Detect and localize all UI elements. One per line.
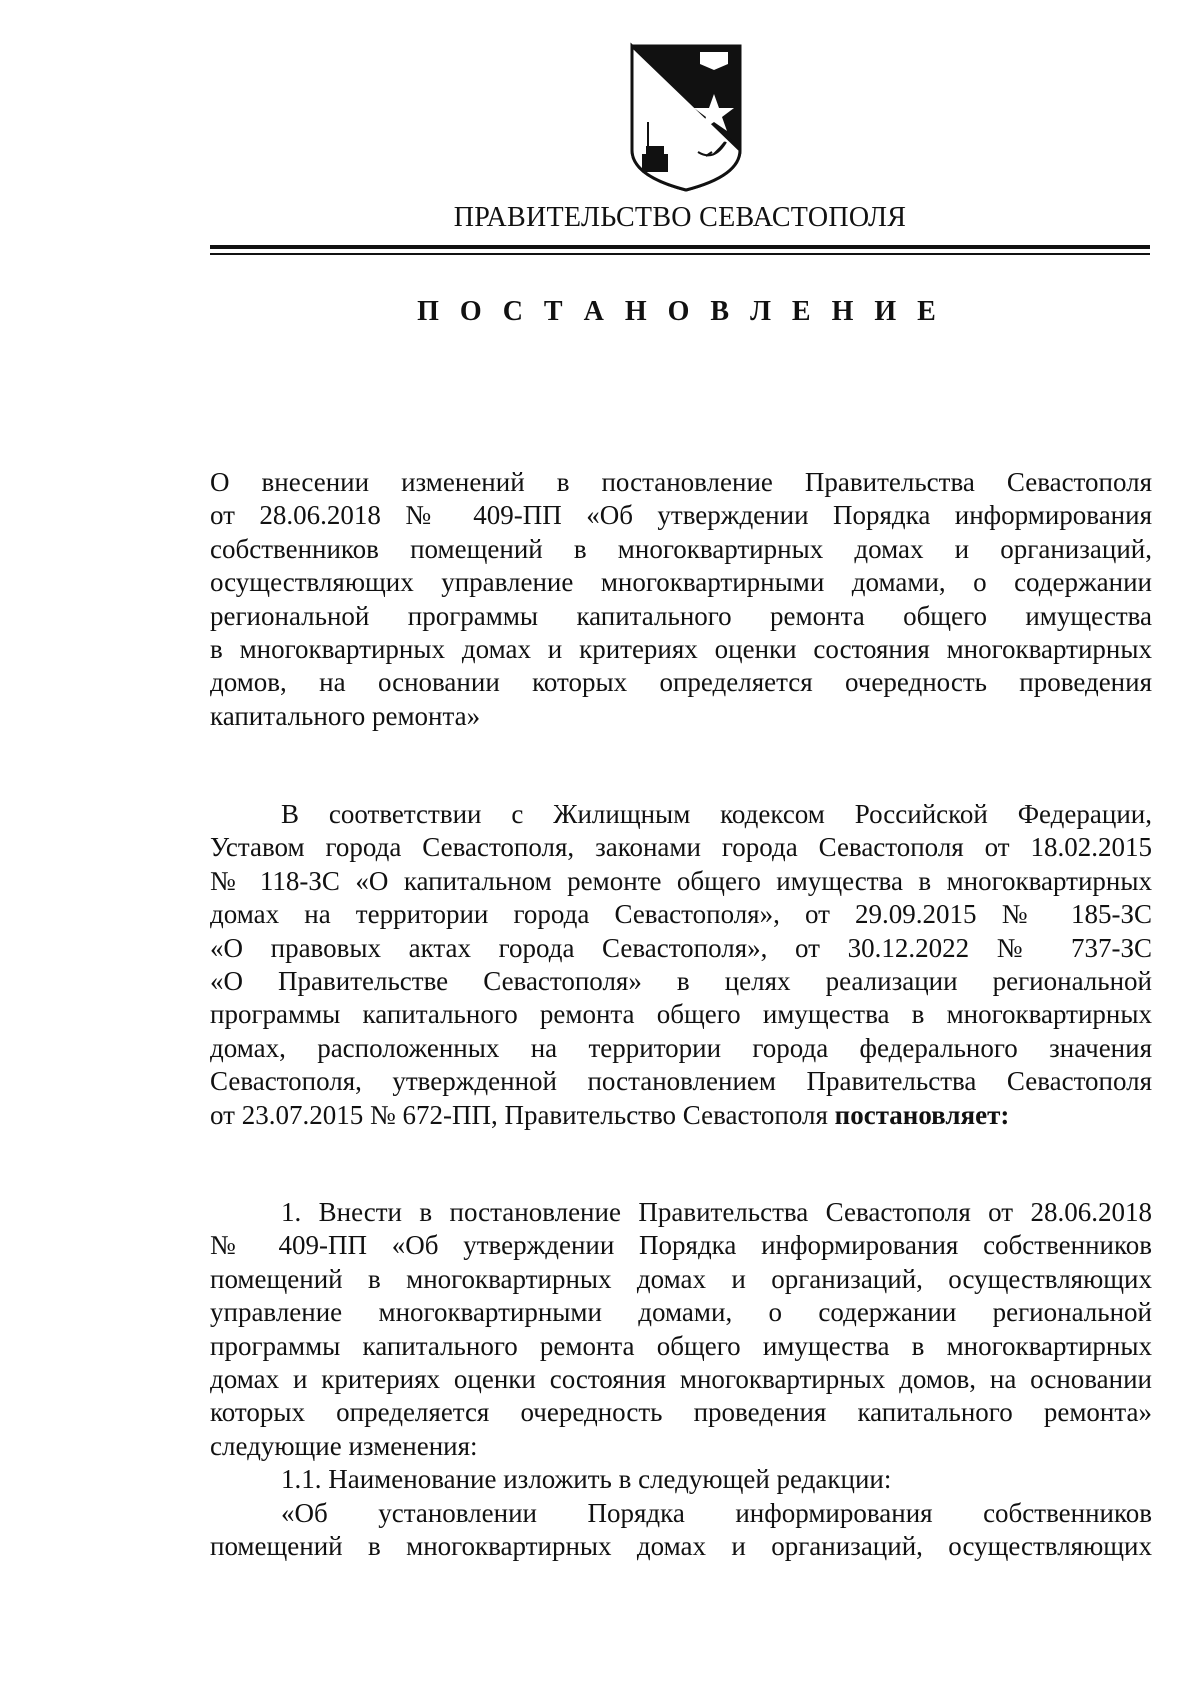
item-1-line: программы капитального ремонта общего имущества в многоквартирных — [210, 1330, 1152, 1361]
item-1-line: 1. Внести в постановление Правительства Севастополя от 28.06.2018 — [281, 1197, 1152, 1227]
preamble-line: программы капитального ремонта общего имущества в многоквартирных — [210, 999, 1152, 1030]
header-rule-thick — [210, 245, 1150, 249]
preamble-last-text: от 23.07.2015 № 672-ПП, Правительство Севастополя — [210, 1099, 835, 1130]
preamble-line: «О Правительстве Севастополя» в целях реализации региональной — [210, 966, 1152, 997]
preamble-line: домах, расположенных на территории города федерального значения — [210, 1032, 1152, 1063]
title-line: региональной программы капитального ремонта общего имущества — [210, 600, 1152, 631]
title-line: О внесении изменений в постановление Правительства Севастополя — [210, 467, 1152, 497]
preamble-paragraph — [210, 798, 1152, 1132]
title-line: собственников помещений в многоквартирных домах и организаций, — [210, 533, 1152, 564]
header-rule-thin — [210, 253, 1150, 255]
item-1-line: следующие изменения: — [210, 1430, 478, 1461]
item-1-1: 1.1. Наименование изложить в следующей редакции: — [281, 1464, 892, 1495]
preamble-line: Уставом города Севастополя, законами города Севастополя от 18.02.2015 — [210, 832, 1152, 863]
item-1-line: которых определяется очередность проведения капитального ремонта» — [210, 1397, 1152, 1428]
preamble-line: «О правовых актах города Севастополя», от 30.12.2022 № 737-ЗС — [210, 932, 1152, 963]
document-type: П О С Т А Н О В Л Е Н И Е — [417, 296, 943, 327]
preamble-line: домах на территории города Севастополя», от 29.09.2015 № 185-ЗС — [210, 899, 1152, 930]
item-1-line: управление многоквартирными домами, о содержании региональной — [210, 1297, 1152, 1328]
document-title — [210, 466, 1152, 733]
title-line: домов, на основании которых определяется очередность проведения — [210, 667, 1152, 698]
item-1-line: помещений в многоквартирных домах и организаций, осуществляющих — [210, 1263, 1152, 1294]
sevastopol-coat-of-arms-icon — [628, 42, 744, 192]
decree-word: постановляет: — [834, 1099, 1010, 1130]
preamble-line: Севастополя, утвержденной постановлением Правительства Севастополя — [210, 1066, 1152, 1097]
preamble-line: № 118-ЗС «О капитальном ремонте общего имущества в многоквартирных — [210, 865, 1152, 896]
title-line: осуществляющих управление многоквартирными домами, о содержании — [210, 567, 1152, 598]
item-1-line: № 409-ПП «Об утверждении Порядка информирования собственников — [210, 1230, 1152, 1261]
preamble-line: В соответствии с Жилищным кодексом Российской Федерации, — [281, 799, 1152, 829]
title-line: от 28.06.2018 № 409-ПП «Об утверждении Порядка информирования — [210, 500, 1152, 531]
preamble-last-line — [210, 1099, 1152, 1132]
title-line: в многоквартирных домах и критериях оценки состояния многоквартирных — [210, 634, 1152, 665]
issuing-authority: ПРАВИТЕЛЬСТВО СЕВАСТОПОЛЯ — [453, 202, 907, 233]
new-name-line: помещений в многоквартирных домах и организаций, осуществляющих — [210, 1531, 1152, 1562]
title-line: капитального ремонта» — [210, 700, 481, 731]
new-name-line: «Об установлении Порядка информирования собственников — [281, 1497, 1152, 1528]
item-1 — [210, 1196, 1152, 1563]
item-1-line: домах и критериях оценки состояния многоквартирных домов, на основании — [210, 1364, 1152, 1395]
